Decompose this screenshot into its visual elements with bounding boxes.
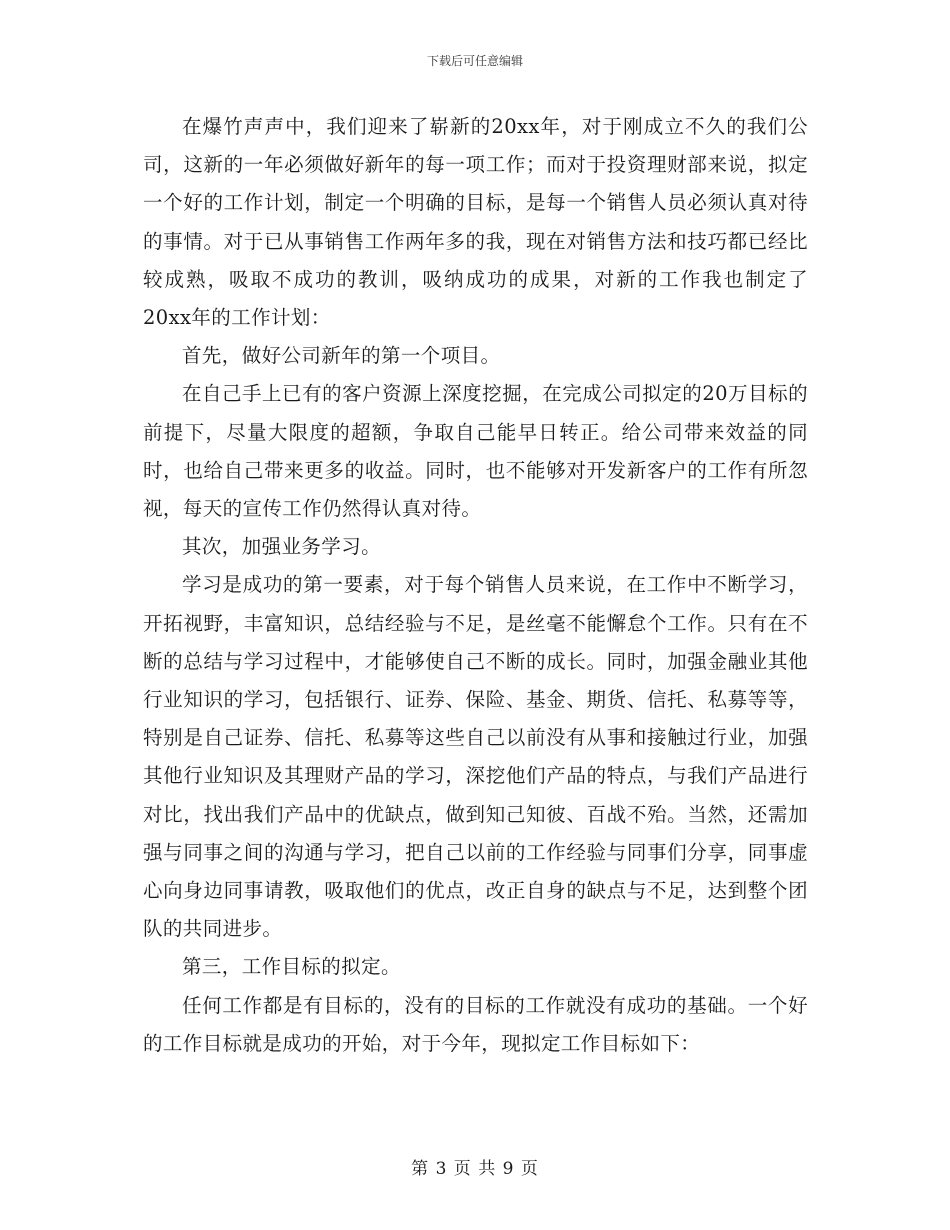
page-header: 下载后可任意编辑: [426, 54, 523, 68]
paragraph-intro: 在爆竹声声中，我们迎来了崭新的20xx年，对于刚成立不久的我们公司，这新的一年必须做好新年的每一项工作；而对于投资理财部来说，拟定一个好的工作计划，制定一个明确的目标，是每一个销售人员必须认真对待的事情。对于已从事销售工作两年多的我，现在对销售方法和技巧都已经比较成熟，吸取不成功的教训，吸纳成功的成果，对新的工作我也制定了20xx年的工作计划：: [143, 115, 808, 330]
heading-third: 第三，工作目标的拟定。: [182, 955, 401, 979]
heading-second: 其次，加强业务学习。: [182, 535, 382, 559]
paragraph-second: 学习是成功的第一要素，对于每个销售人员来说，在工作中不断学习，开拓视野，丰富知识，总结经验与不足，是丝毫不能懈怠个工作。只有在不断的总结与学习过程中，才能够使自己不断的成长。同时，加强金融业其他行业知识的学习，包括银行、证券、保险、基金、期货、信托、私募等等，特别是自己证券、信托、私募等这些自己以前没有从事和接触过行业，加强其他行业知识及其理财产品的学习，深挖他们产品的特点，与我们产品进行对比，找出我们产品中的优缺点，做到知己知彼、百战不殆。当然，还需加强与同事之间的沟通与学习，把自己以前的工作经验与同事们分享，同事虚心向身边同事请教，吸取他们的优点，改正自身的缺点与不足，达到整个团队的共同进步。: [143, 573, 808, 941]
document-body: [143, 108, 808, 1063]
paragraph-third: 任何工作都是有目标的，没有的目标的工作就没有成功的基础。一个好的工作目标就是成功的开始，对于今年，现拟定工作目标如下：: [143, 993, 808, 1055]
page-footer: 第 3 页 共 9 页: [411, 1159, 539, 1179]
heading-first: 首先，做好公司新年的第一个项目。: [182, 344, 501, 368]
paragraph-first: 在自己手上已有的客户资源上深度挖掘，在完成公司拟定的20万目标的前提下，尽量大限度的超额，争取自己能早日转正。给公司带来效益的同时，也给自己带来更多的收益。同时，也不能够对开发新客户的工作有所忽视，每天的宣传工作仍然得认真对待。: [143, 382, 808, 521]
